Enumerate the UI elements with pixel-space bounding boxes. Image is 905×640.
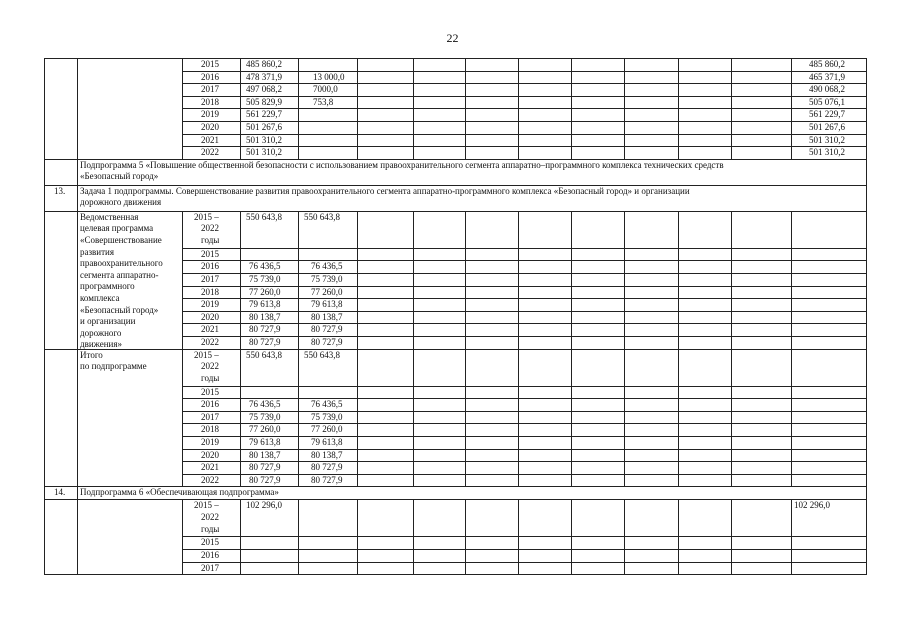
program-year: 2018 (201, 287, 219, 297)
subtotal-total: 75 739,0 (249, 412, 281, 422)
column-divider (357, 499, 358, 574)
subtotal-year: 2021 (201, 462, 219, 472)
program-name: дорожного (80, 328, 122, 338)
column-divider (571, 58, 572, 159)
column-divider (44, 499, 45, 574)
column-divider (413, 211, 414, 349)
page-number: 22 (446, 31, 459, 45)
subtotal-budget: 76 436,5 (311, 399, 343, 409)
program-period: 2015 – (194, 212, 219, 222)
column-divider (44, 211, 45, 349)
program-year: 2020 (201, 312, 219, 322)
column-divider (791, 58, 792, 159)
total-value-cell: 505 829,9 (246, 97, 282, 107)
year-cell: 2019 (201, 109, 219, 119)
column-divider (678, 349, 679, 487)
row-divider (44, 211, 867, 212)
program-year: 2019 (201, 299, 219, 309)
column-divider (182, 499, 183, 574)
row-divider (182, 436, 867, 437)
subtotal-budget: 80 727,9 (311, 462, 343, 472)
column-divider (77, 211, 78, 349)
program-total: 77 260,0 (249, 287, 281, 297)
column-divider (731, 211, 732, 349)
row-divider (182, 323, 867, 324)
column-divider (866, 211, 867, 349)
column-divider (866, 349, 867, 487)
column-divider (624, 58, 625, 159)
program-name: «Безопасный город» (80, 305, 159, 315)
subtotal-total: 80 727,9 (249, 475, 281, 485)
total-value-cell: 478 371,9 (246, 72, 282, 82)
subtotal-year: 2017 (201, 412, 219, 422)
column-divider (298, 349, 299, 487)
subtotal-period: 2015 – (194, 350, 219, 360)
subtotal-name: Итого (80, 350, 103, 360)
column-divider (866, 58, 867, 159)
support-period: 2015 – (194, 500, 219, 510)
program-budget: 80 727,9 (311, 324, 343, 334)
column-divider (465, 211, 466, 349)
column-divider (518, 499, 519, 574)
subprogram-5-title-cont: «Безопасный город» (80, 171, 159, 181)
total-value-cell: 561 229,7 (246, 109, 282, 119)
program-budget: 80 138,7 (311, 312, 343, 322)
column-divider (77, 185, 78, 211)
total-value-cell: 497 068,2 (246, 84, 282, 94)
row-divider (182, 336, 867, 337)
program-name: движения» (80, 339, 123, 349)
column-divider (465, 349, 466, 487)
program-period: 2022 (201, 223, 219, 233)
column-divider (731, 499, 732, 574)
program-period-total: 550 643,8 (246, 212, 282, 222)
program-total: 79 613,8 (249, 299, 281, 309)
subtotal-period-total: 550 643,8 (246, 350, 282, 360)
program-name: целевая программа (80, 223, 154, 233)
row-divider (182, 398, 867, 399)
column-divider (791, 349, 792, 487)
row-divider (182, 83, 867, 84)
program-budget: 77 260,0 (311, 287, 343, 297)
total-value-cell: 501 310,2 (246, 147, 282, 157)
row-divider (182, 449, 867, 450)
column-divider (571, 499, 572, 574)
subtotal-total: 76 436,5 (249, 399, 281, 409)
column-divider (731, 58, 732, 159)
extra-budget-value-cell: 505 076,1 (809, 97, 845, 107)
year-cell: 2020 (201, 122, 219, 132)
row-divider (182, 146, 867, 147)
subtotal-year: 2020 (201, 450, 219, 460)
program-budget: 79 613,8 (311, 299, 343, 309)
row-divider (182, 386, 867, 387)
column-divider (731, 349, 732, 487)
column-divider (357, 211, 358, 349)
column-divider (298, 58, 299, 159)
program-year: 2021 (201, 324, 219, 334)
program-name: комплекса (80, 293, 120, 303)
column-divider (465, 58, 466, 159)
column-divider (357, 349, 358, 487)
program-name: «Совершенствование (80, 235, 162, 245)
subtotal-budget: 80 138,7 (311, 450, 343, 460)
extra-budget-value-cell: 501 267,6 (809, 122, 845, 132)
row-divider (182, 474, 867, 475)
support-period: годы (201, 524, 220, 534)
task-14-number: 14. (54, 487, 66, 497)
row-divider (182, 536, 867, 537)
support-period-total: 102 296,0 (246, 500, 282, 510)
column-divider (298, 211, 299, 349)
column-divider (357, 58, 358, 159)
row-divider (44, 349, 867, 350)
column-divider (791, 499, 792, 574)
column-divider (77, 159, 78, 185)
subtotal-budget: 79 613,8 (311, 437, 343, 447)
column-divider (44, 159, 45, 185)
row-divider (182, 248, 867, 249)
subtotal-budget: 80 727,9 (311, 475, 343, 485)
column-divider (77, 349, 78, 487)
budget-value-cell: 7000,0 (313, 84, 338, 94)
program-period-budget: 550 643,8 (304, 212, 340, 222)
program-total: 80 138,7 (249, 312, 281, 322)
row-divider (182, 461, 867, 462)
column-divider (571, 349, 572, 487)
subtotal-total: 79 613,8 (249, 437, 281, 447)
column-divider (413, 349, 414, 487)
subtotal-budget: 77 260,0 (311, 424, 343, 434)
column-divider (678, 211, 679, 349)
support-year: 2016 (201, 550, 219, 560)
column-divider (866, 499, 867, 574)
subtotal-year: 2016 (201, 399, 219, 409)
total-value-cell: 501 310,2 (246, 135, 282, 145)
column-divider (866, 159, 867, 185)
year-cell: 2022 (201, 147, 219, 157)
program-total: 75 739,0 (249, 274, 281, 284)
year-cell: 2017 (201, 84, 219, 94)
program-budget: 76 436,5 (311, 261, 343, 271)
program-year: 2015 (201, 249, 219, 259)
column-divider (866, 486, 867, 499)
subtotal-year: 2018 (201, 424, 219, 434)
row-divider (182, 96, 867, 97)
program-year: 2017 (201, 274, 219, 284)
year-cell: 2021 (201, 135, 219, 145)
subtotal-name: по подпрограмме (80, 361, 147, 371)
program-name: правоохранительного (80, 258, 163, 268)
row-divider (44, 574, 867, 575)
program-total: 80 727,9 (249, 337, 281, 347)
subtotal-total: 80 138,7 (249, 450, 281, 460)
budget-value-cell: 753,8 (313, 97, 334, 107)
program-year: 2016 (201, 261, 219, 271)
year-cell: 2018 (201, 97, 219, 107)
program-name: развития (80, 247, 115, 257)
program-total: 76 436,5 (249, 261, 281, 271)
column-divider (571, 211, 572, 349)
year-cell: 2015 (201, 59, 219, 69)
row-divider (182, 311, 867, 312)
support-year: 2015 (201, 537, 219, 547)
extra-budget-value-cell: 501 310,2 (809, 135, 845, 145)
column-divider (678, 58, 679, 159)
row-divider (182, 286, 867, 287)
column-divider (240, 349, 241, 487)
subtotal-period: 2022 (201, 361, 219, 371)
extra-budget-value-cell: 501 310,2 (809, 147, 845, 157)
subtotal-period: годы (201, 373, 220, 383)
subtotal-year: 2015 (201, 387, 219, 397)
column-divider (413, 58, 414, 159)
total-value-cell: 485 860,2 (246, 59, 282, 69)
column-divider (624, 211, 625, 349)
subtotal-budget: 75 739,0 (311, 412, 343, 422)
row-divider (182, 549, 867, 550)
program-total: 80 727,9 (249, 324, 281, 334)
row-divider (44, 499, 867, 500)
budget-value-cell: 13 000,0 (313, 72, 345, 82)
program-period: годы (201, 235, 220, 245)
column-divider (77, 499, 78, 574)
column-divider (44, 486, 45, 499)
task-13-title-cont: дорожного движения (80, 197, 162, 207)
program-name: программного (80, 281, 135, 291)
column-divider (77, 58, 78, 159)
row-divider (182, 423, 867, 424)
column-divider (298, 499, 299, 574)
row-divider (182, 108, 867, 109)
year-cell: 2016 (201, 72, 219, 82)
subtotal-total: 80 727,9 (249, 462, 281, 472)
column-divider (44, 58, 45, 159)
task-13-title: Задача 1 подпрограммы. Совершенствование развития правоохранительного сегмента аппаратно-программного комплекса «Безопасный город» и организации (80, 186, 690, 196)
subtotal-total: 77 260,0 (249, 424, 281, 434)
support-period: 2022 (201, 512, 219, 522)
column-divider (240, 211, 241, 349)
total-value-cell: 501 267,6 (246, 122, 282, 132)
row-divider (182, 273, 867, 274)
column-divider (44, 349, 45, 487)
column-divider (866, 185, 867, 211)
column-divider (465, 499, 466, 574)
row-divider (182, 121, 867, 122)
row-divider (182, 411, 867, 412)
row-divider (182, 298, 867, 299)
column-divider (624, 349, 625, 487)
column-divider (518, 349, 519, 487)
program-budget: 80 727,9 (311, 337, 343, 347)
column-divider (182, 211, 183, 349)
support-period-extra: 102 296,0 (794, 500, 830, 510)
column-divider (624, 499, 625, 574)
program-name: и организации (80, 316, 136, 326)
extra-budget-value-cell: 485 860,2 (809, 59, 845, 69)
column-divider (413, 499, 414, 574)
program-name: сегмента аппаратно- (80, 270, 159, 280)
row-divider (182, 260, 867, 261)
task-14-title: Подпрограмма 6 «Обеспечивающая подпрограмма» (80, 487, 279, 497)
row-divider (182, 562, 867, 563)
program-year: 2022 (201, 337, 219, 347)
extra-budget-value-cell: 490 068,2 (809, 84, 845, 94)
column-divider (44, 185, 45, 211)
column-divider (77, 486, 78, 499)
column-divider (240, 499, 241, 574)
column-divider (182, 349, 183, 487)
program-budget: 75 739,0 (311, 274, 343, 284)
subtotal-year: 2019 (201, 437, 219, 447)
extra-budget-value-cell: 561 229,7 (809, 109, 845, 119)
row-divider (182, 134, 867, 135)
subprogram-5-title: Подпрограмма 5 «Повышение общественной безопасности с использованием правоохранительного сегмента аппаратно–программного комплекса технических средств (80, 160, 724, 170)
subtotal-period-budget: 550 643,8 (304, 350, 340, 360)
subtotal-year: 2022 (201, 475, 219, 485)
row-divider (182, 71, 867, 72)
program-name: Ведомственная (80, 212, 139, 222)
task-13-number: 13. (54, 186, 66, 196)
support-year: 2017 (201, 563, 219, 573)
table-top-border (44, 58, 867, 59)
column-divider (678, 499, 679, 574)
column-divider (182, 58, 183, 159)
extra-budget-value-cell: 465 371,9 (809, 72, 845, 82)
column-divider (791, 211, 792, 349)
column-divider (240, 58, 241, 159)
column-divider (518, 211, 519, 349)
column-divider (518, 58, 519, 159)
